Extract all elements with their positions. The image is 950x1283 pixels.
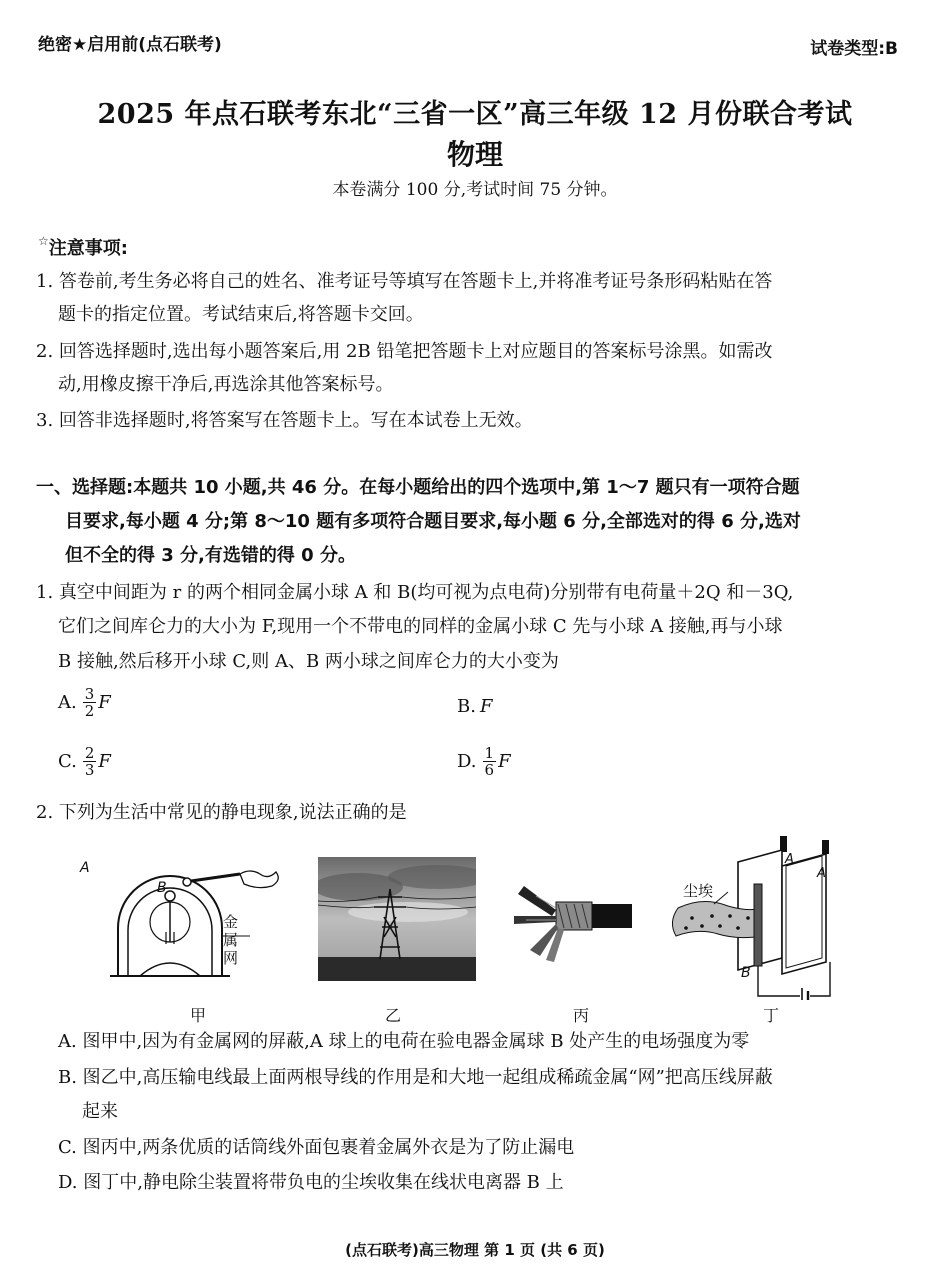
caption-yi: 乙 xyxy=(385,1006,402,1025)
ding-label-a1: A xyxy=(785,852,794,867)
section1-line-3: 但不全的得 3 分,有选错的得 0 分。 xyxy=(65,545,356,566)
ding-label-b: B xyxy=(741,965,751,981)
notes-heading: ☆注意事项: xyxy=(38,234,128,259)
caption-ding: 丁 xyxy=(763,1006,780,1025)
q1-line-3: B 接触,然后移开小球 C,则 A、B 两小球之间库仑力的大小变为 xyxy=(58,651,559,672)
section1-line-1: 一、选择题:本题共 10 小题,共 46 分。在每小题给出的四个选项中,第 1～7 题只有一项符合题 xyxy=(36,477,800,498)
q1-line-2: 它们之间库仑力的大小为 F,现用一个不带电的同样的金属小球 C 先与小球 A 接触,再与小球 xyxy=(58,616,783,637)
figure-jia-electroscope xyxy=(100,858,300,993)
figure-yi-power-tower xyxy=(318,857,476,981)
caption-jia: 甲 xyxy=(190,1006,207,1025)
section1-line-2: 目要求,每小题 4 分;第 8～10 题有多项符合题目要求,每小题 6 分,全部选对的得 6 分,选对 xyxy=(65,511,801,532)
ding-label-a2: A xyxy=(817,866,826,881)
secrecy-label: 绝密★启用前(点石联考) xyxy=(38,35,222,55)
q2-option-b-cont: 起来 xyxy=(82,1101,118,1122)
note-2-line-1: 2. 回答选择题时,选出每小题答案后,用 2B 铅笔把答题卡上对应题目的答案标号涂黑。如需改 xyxy=(36,341,773,362)
fraction: $\frac{2}{3}$ xyxy=(84,744,95,779)
q1-option-a[interactable]: A. $\frac{3}{2}$ F xyxy=(58,685,111,720)
page-footer: (点石联考)高三物理 第 1 页 (共 6 页) xyxy=(345,1241,605,1259)
caption-bing: 丙 xyxy=(573,1006,590,1025)
subject-title: 物理 xyxy=(446,138,503,171)
fraction: $\frac{3}{2}$ xyxy=(84,685,95,720)
note-3-line-1: 3. 回答非选择题时,将答案写在答题卡上。写在本试卷上无效。 xyxy=(36,410,533,431)
q2-option-c[interactable]: C. 图丙中,两条优质的话筒线外面包裹着金属外衣是为了防止漏电 xyxy=(58,1137,575,1158)
ding-dust-label: 尘埃 xyxy=(683,882,714,900)
note-1-line-2: 题卡的指定位置。考试结束后,将答题卡交回。 xyxy=(58,304,424,325)
figure-bing-shielded-cable xyxy=(506,880,632,962)
q2-option-a[interactable]: A. 图甲中,因为有金属网的屏蔽,A 球上的电荷在验电器金属球 B 处产生的电场强度为零 xyxy=(58,1031,750,1052)
q1-option-c[interactable]: C. $\frac{2}{3}$ F xyxy=(58,744,111,779)
q1-option-d[interactable]: D. $\frac{1}{6}$ F xyxy=(457,744,511,779)
q2-stem: 2. 下列为生活中常见的静电现象,说法正确的是 xyxy=(36,802,407,823)
q2-option-b[interactable]: B. 图乙中,高压输电线最上面两根导线的作用是和大地一起组成稀疏金属“网”把高压线屏蔽 xyxy=(58,1067,773,1088)
note-2-line-2: 动,用橡皮擦干净后,再选涂其他答案标号。 xyxy=(58,374,394,395)
jia-mesh-label: 金 属 网 xyxy=(223,913,239,967)
note-1-line-1: 1. 答卷前,考生务必将自己的姓名、准考证号等填写在答题卡上,并将准考证号条形码粘贴在答 xyxy=(36,271,773,292)
paper-type-label: 试卷类型:B xyxy=(810,39,898,59)
q2-option-d[interactable]: D. 图丁中,静电除尘装置将带负电的尘埃收集在线状电离器 B 上 xyxy=(58,1172,564,1193)
exam-info: 本卷满分 100 分,考试时间 75 分钟。 xyxy=(332,180,618,200)
exam-title: 2025 年点石联考东北“三省一区”高三年级 12 月份联合考试 xyxy=(97,99,853,130)
figure-ding-precipitator xyxy=(658,836,858,1000)
jia-label-b: B xyxy=(157,880,167,896)
jia-label-a: A xyxy=(80,860,90,876)
fraction: $\frac{1}{6}$ xyxy=(484,744,495,779)
q1-option-b[interactable]: B. F xyxy=(457,696,493,717)
q1-line-1: 1. 真空中间距为 r 的两个相同金属小球 A 和 B(均可视为点电荷)分别带有电荷量＋2Q 和－3Q, xyxy=(36,582,794,603)
